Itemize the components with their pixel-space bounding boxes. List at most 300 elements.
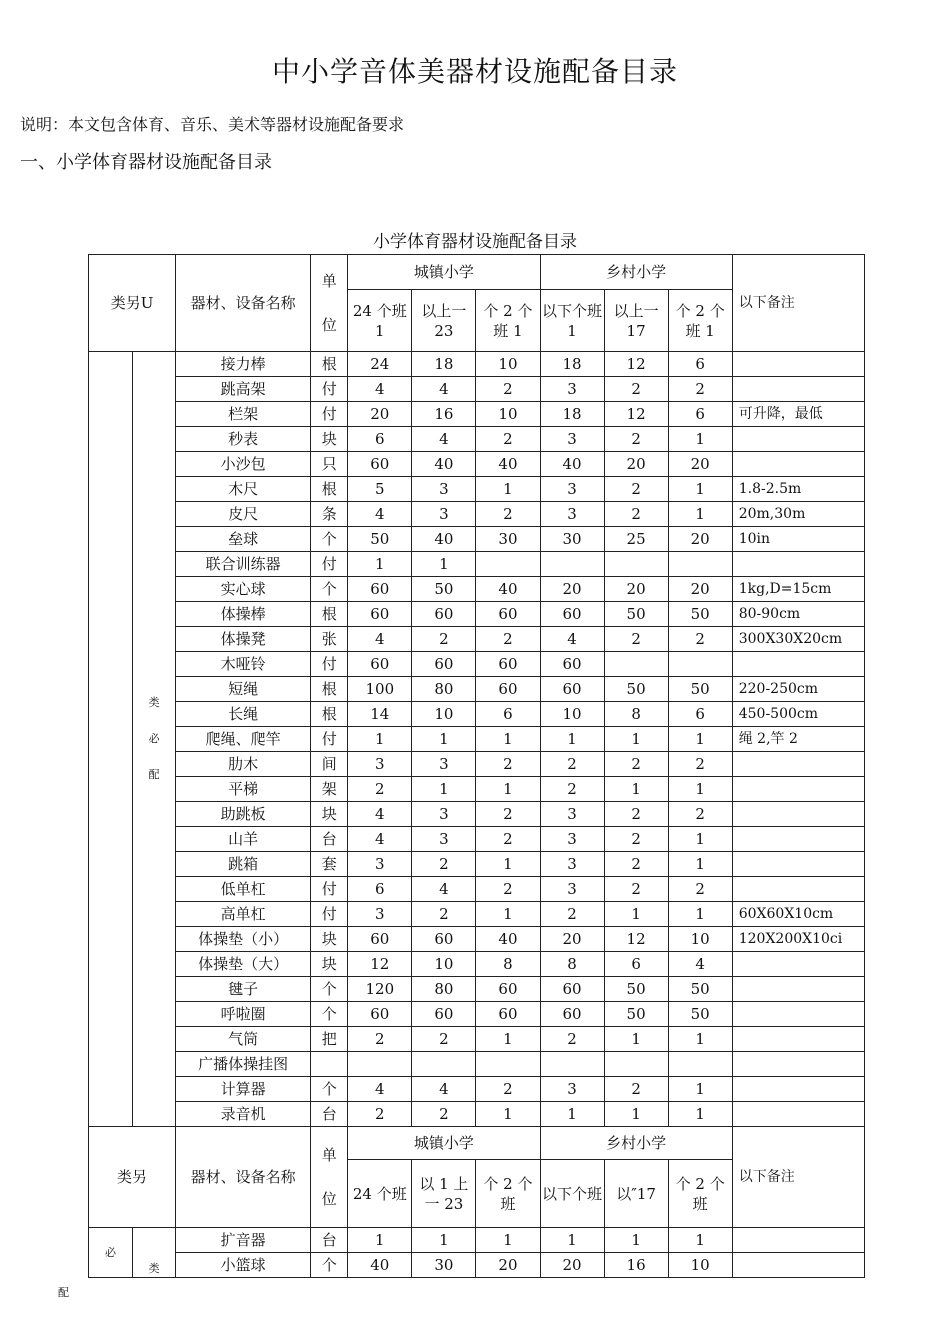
item-quantity: 60 [540,1002,604,1027]
item-quantity: 16 [604,1253,668,1278]
item-quantity: 4 [412,377,476,402]
item-unit: 付 [311,402,348,427]
item-quantity: 1 [604,1102,668,1127]
item-quantity: 2 [668,877,732,902]
item-unit: 个 [311,1253,348,1278]
item-name: 栏架 [176,402,311,427]
item-quantity: 50 [604,677,668,702]
item-quantity: 3 [348,852,412,877]
table-row [89,727,865,752]
header2-sub: 个 2 个班 [668,1160,732,1228]
item-quantity: 40 [540,452,604,477]
item-quantity: 60 [476,977,540,1002]
table-row [89,1077,865,1102]
item-name: 体操凳 [176,627,311,652]
item-quantity: 12 [348,952,412,977]
item-quantity: 18 [540,352,604,377]
item-quantity: 6 [476,702,540,727]
item-quantity: 6 [348,877,412,902]
item-quantity: 3 [540,377,604,402]
item-quantity: 2 [540,1027,604,1052]
item-quantity: 2 [604,477,668,502]
item-quantity: 80 [412,677,476,702]
item-quantity: 1 [668,427,732,452]
item-quantity: 2 [604,827,668,852]
table-row [89,377,865,402]
item-quantity: 20 [348,402,412,427]
item-quantity: 2 [668,752,732,777]
item-quantity: 40 [476,927,540,952]
item-remark [732,952,864,977]
item-quantity: 1 [604,727,668,752]
item-quantity: 50 [604,602,668,627]
item-quantity: 1 [540,727,604,752]
category-blank-cell [89,352,133,1127]
table-row [89,827,865,852]
item-remark [732,777,864,802]
item-quantity: 50 [668,602,732,627]
table-row [89,952,865,977]
item-quantity: 3 [540,502,604,527]
item-name: 平梯 [176,777,311,802]
item-quantity: 2 [668,802,732,827]
header-remark: 以下备注 [732,255,864,352]
item-quantity: 3 [348,752,412,777]
item-quantity: 1 [668,727,732,752]
footer-char: 配 [58,1286,69,1299]
item-quantity: 60 [412,1002,476,1027]
item-quantity: 4 [348,377,412,402]
header-unit-bottom: 位 [321,316,337,334]
item-remark [732,1077,864,1102]
item-unit: 台 [311,1228,348,1253]
item-unit: 付 [311,377,348,402]
item-quantity: 2 [668,377,732,402]
table-row [89,1253,865,1278]
item-quantity: 1 [476,1027,540,1052]
header2-sub: 24 个班 [348,1160,412,1228]
item-unit: 个 [311,527,348,552]
table-row [89,602,865,627]
item-remark: 可升降，最低 [732,402,864,427]
item-quantity: 6 [604,952,668,977]
header-sub-6: 个 2 个班 1 [668,290,732,352]
item-quantity: 1 [476,1228,540,1253]
header2-rural: 乡村小学 [540,1127,732,1160]
item-remark: 1kg,D=15cm [732,577,864,602]
header2-sub: 个 2 个班 [476,1160,540,1228]
item-quantity: 4 [348,627,412,652]
item-remark [732,1228,864,1253]
item-quantity [668,652,732,677]
item-quantity: 4 [348,502,412,527]
item-remark: 20m,30m [732,502,864,527]
header2-remark: 以下备注 [732,1127,864,1228]
item-quantity: 4 [348,802,412,827]
table-title: 小学体育器材设施配备目录 [373,232,577,252]
item-quantity: 1 [412,552,476,577]
item-name: 联合训练器 [176,552,311,577]
item-quantity: 5 [348,477,412,502]
item-unit: 条 [311,502,348,527]
item-unit: 把 [311,1027,348,1052]
item-unit: 根 [311,702,348,727]
item-quantity: 1 [604,1027,668,1052]
item-unit: 块 [311,427,348,452]
item-quantity [604,552,668,577]
item-quantity: 6 [348,427,412,452]
table-row [89,352,865,377]
item-unit: 个 [311,977,348,1002]
item-unit: 根 [311,602,348,627]
document-note: 说明：本文包含体育、音乐、美术等器材设施配备要求 [20,115,405,134]
item-quantity: 20 [540,927,604,952]
item-unit: 个 [311,577,348,602]
item-quantity: 2 [604,1077,668,1102]
item-name: 垒球 [176,527,311,552]
item-quantity: 25 [604,527,668,552]
item-unit: 台 [311,827,348,852]
item-quantity: 20 [668,577,732,602]
item-quantity: 100 [348,677,412,702]
item-quantity: 50 [604,1002,668,1027]
item-name: 录音机 [176,1102,311,1127]
item-quantity: 8 [540,952,604,977]
item-quantity: 1 [476,902,540,927]
item-quantity: 2 [540,777,604,802]
item-quantity: 3 [540,827,604,852]
item-quantity: 60 [348,652,412,677]
item-quantity: 60 [348,602,412,627]
header2-town: 城镇小学 [348,1127,540,1160]
item-quantity: 1 [668,502,732,527]
item-name: 跳高架 [176,377,311,402]
item-remark: 80-90cm [732,602,864,627]
item-quantity: 2 [348,1027,412,1052]
table-row [89,652,865,677]
category2-label-b: 类 [133,1228,176,1278]
item-quantity: 6 [668,352,732,377]
item-name: 秒表 [176,427,311,452]
item-remark: 450-500cm [732,702,864,727]
item-quantity: 10 [476,402,540,427]
item-quantity: 120 [348,977,412,1002]
header2-unit-top: 单 [321,1146,337,1164]
item-remark [732,1052,864,1077]
item-remark [732,977,864,1002]
item-quantity: 2 [476,752,540,777]
item-quantity: 12 [604,927,668,952]
table-header-row-2 [89,1127,865,1160]
item-quantity [604,652,668,677]
item-quantity: 60 [348,1002,412,1027]
item-quantity: 50 [668,1002,732,1027]
table-row [89,927,865,952]
item-quantity: 2 [412,627,476,652]
item-quantity: 1 [540,1228,604,1253]
header-sub-4: 以下个班 1 [540,290,604,352]
item-quantity: 1 [412,777,476,802]
item-quantity [540,552,604,577]
header-sub-3: 个 2 个班 1 [476,290,540,352]
item-quantity: 2 [604,502,668,527]
item-quantity: 3 [540,477,604,502]
item-name: 呼啦圈 [176,1002,311,1027]
item-quantity: 1 [476,477,540,502]
item-quantity: 1 [540,1102,604,1127]
header-town: 城镇小学 [348,255,540,290]
item-quantity: 80 [412,977,476,1002]
item-quantity: 40 [476,577,540,602]
item-quantity: 40 [348,1253,412,1278]
table-row [89,502,865,527]
category-char: 配 [148,768,160,781]
item-name: 小沙包 [176,452,311,477]
header2-item-name: 器材、设备名称 [176,1127,311,1228]
item-quantity: 3 [540,802,604,827]
table-row [89,452,865,477]
item-quantity: 1 [668,777,732,802]
item-quantity: 2 [412,1027,476,1052]
item-quantity: 2 [476,1077,540,1102]
header2-unit [311,1127,348,1228]
item-quantity: 4 [668,952,732,977]
item-unit: 架 [311,777,348,802]
item-quantity: 60 [476,602,540,627]
item-quantity: 3 [412,752,476,777]
item-quantity: 10 [412,702,476,727]
item-name: 木哑铃 [176,652,311,677]
item-quantity: 2 [668,627,732,652]
item-quantity: 40 [412,527,476,552]
item-remark: 300X30X20cm [732,627,864,652]
section-heading: 一、小学体育器材设施配备目录 [20,152,272,173]
item-quantity: 40 [412,452,476,477]
table-row [89,1002,865,1027]
item-quantity: 14 [348,702,412,727]
item-quantity [476,1052,540,1077]
item-name: 木尺 [176,477,311,502]
item-quantity: 1 [412,727,476,752]
item-quantity: 1 [476,777,540,802]
table-header-row [89,255,865,290]
item-quantity: 60 [540,977,604,1002]
item-quantity: 2 [604,802,668,827]
item-quantity: 8 [476,952,540,977]
table-row [89,552,865,577]
item-quantity: 1 [668,852,732,877]
item-quantity: 20 [604,452,668,477]
item-quantity: 2 [604,377,668,402]
item-quantity: 3 [412,502,476,527]
item-quantity: 3 [412,802,476,827]
item-name: 肋木 [176,752,311,777]
category-label [133,352,176,1127]
table-row [89,977,865,1002]
item-name: 高单杠 [176,902,311,927]
table-row [89,627,865,652]
item-quantity: 3 [540,852,604,877]
item-quantity: 60 [476,652,540,677]
item-quantity: 6 [668,402,732,427]
item-quantity: 4 [540,627,604,652]
item-quantity: 2 [476,427,540,452]
item-quantity: 1 [668,902,732,927]
item-quantity: 2 [476,627,540,652]
item-unit [311,1052,348,1077]
item-remark: 10in [732,527,864,552]
item-quantity: 30 [540,527,604,552]
item-unit: 块 [311,802,348,827]
header-sub-5: 以上一17 [604,290,668,352]
item-quantity: 4 [412,877,476,902]
item-remark: 1.8-2.5m [732,477,864,502]
table-row [89,1102,865,1127]
header2-sub: 以″17 [604,1160,668,1228]
item-quantity [668,1052,732,1077]
category-char: 类 [148,696,160,709]
item-quantity: 1 [668,477,732,502]
item-name: 短绳 [176,677,311,702]
item-quantity: 20 [604,577,668,602]
item-quantity: 20 [668,452,732,477]
item-quantity: 20 [668,527,732,552]
item-quantity: 2 [476,827,540,852]
item-remark [732,802,864,827]
header-sub-1: 24 个班 1 [348,290,412,352]
item-quantity: 1 [668,827,732,852]
item-name: 实心球 [176,577,311,602]
item-unit: 付 [311,877,348,902]
item-quantity: 2 [604,852,668,877]
header-category: 类另U [89,255,176,352]
table-row [89,402,865,427]
item-quantity: 2 [412,902,476,927]
header-unit-top: 单 [321,272,337,290]
table-row [89,852,865,877]
item-quantity: 1 [348,727,412,752]
item-quantity: 1 [668,1102,732,1127]
item-quantity [540,1052,604,1077]
header2-category: 类另 [89,1127,176,1228]
header-item-name: 器材、设备名称 [176,255,311,352]
item-quantity: 2 [348,1102,412,1127]
item-quantity: 2 [540,902,604,927]
item-quantity: 3 [540,427,604,452]
item-quantity: 60 [412,602,476,627]
table-row [89,802,865,827]
item-name: 气筒 [176,1027,311,1052]
item-quantity [668,552,732,577]
item-quantity: 60 [540,652,604,677]
table-row [89,677,865,702]
table-row [89,477,865,502]
item-quantity: 60 [476,1002,540,1027]
item-unit: 付 [311,727,348,752]
item-name: 体操垫（大） [176,952,311,977]
item-unit: 根 [311,677,348,702]
item-quantity: 2 [476,802,540,827]
item-quantity [476,552,540,577]
item-remark [732,427,864,452]
item-quantity: 3 [540,1077,604,1102]
item-quantity: 1 [476,727,540,752]
item-name: 广播体操挂图 [176,1052,311,1077]
item-quantity: 2 [476,377,540,402]
item-quantity: 2 [412,852,476,877]
item-remark: 绳 2,竿 2 [732,727,864,752]
item-remark [732,827,864,852]
header-unit [311,255,348,352]
item-unit: 付 [311,552,348,577]
item-unit: 根 [311,477,348,502]
item-remark [732,552,864,577]
item-quantity: 24 [348,352,412,377]
item-quantity: 18 [412,352,476,377]
item-unit: 付 [311,652,348,677]
item-quantity: 2 [476,502,540,527]
item-name: 低单杠 [176,877,311,902]
table-row [89,777,865,802]
item-quantity: 50 [604,977,668,1002]
item-quantity: 1 [348,552,412,577]
item-quantity: 1 [348,1228,412,1253]
category-char: 必 [148,732,160,745]
item-name: 爬绳、爬竿 [176,727,311,752]
header-sub-2: 以上一23 [412,290,476,352]
table-row [89,1228,865,1253]
item-quantity: 1 [604,902,668,927]
header-rural: 乡村小学 [540,255,732,290]
item-quantity: 30 [412,1253,476,1278]
item-quantity: 4 [348,827,412,852]
item-quantity [412,1052,476,1077]
item-quantity: 60 [412,927,476,952]
item-quantity: 10 [540,702,604,727]
item-quantity: 60 [348,577,412,602]
item-quantity: 4 [412,1077,476,1102]
item-quantity: 60 [412,652,476,677]
table-row [89,1027,865,1052]
item-name: 接力棒 [176,352,311,377]
item-name: 皮尺 [176,502,311,527]
item-quantity: 10 [412,952,476,977]
item-quantity: 60 [540,677,604,702]
item-remark [732,1102,864,1127]
item-quantity: 6 [668,702,732,727]
item-quantity: 60 [540,602,604,627]
item-quantity: 12 [604,402,668,427]
item-quantity: 20 [540,1253,604,1278]
header2-unit-bottom: 位 [321,1190,337,1208]
item-remark: 220-250cm [732,677,864,702]
item-name: 山羊 [176,827,311,852]
item-quantity: 3 [412,477,476,502]
item-quantity: 16 [412,402,476,427]
item-quantity: 1 [604,1228,668,1253]
item-quantity: 20 [540,577,604,602]
item-quantity: 2 [348,777,412,802]
header2-sub: 以下个班 [540,1160,604,1228]
item-unit: 块 [311,952,348,977]
item-quantity: 4 [348,1077,412,1102]
item-quantity: 2 [604,877,668,902]
item-name: 跳箱 [176,852,311,877]
item-remark: 120X200X10ci [732,927,864,952]
item-remark [732,652,864,677]
item-quantity: 50 [668,677,732,702]
item-quantity: 10 [476,352,540,377]
